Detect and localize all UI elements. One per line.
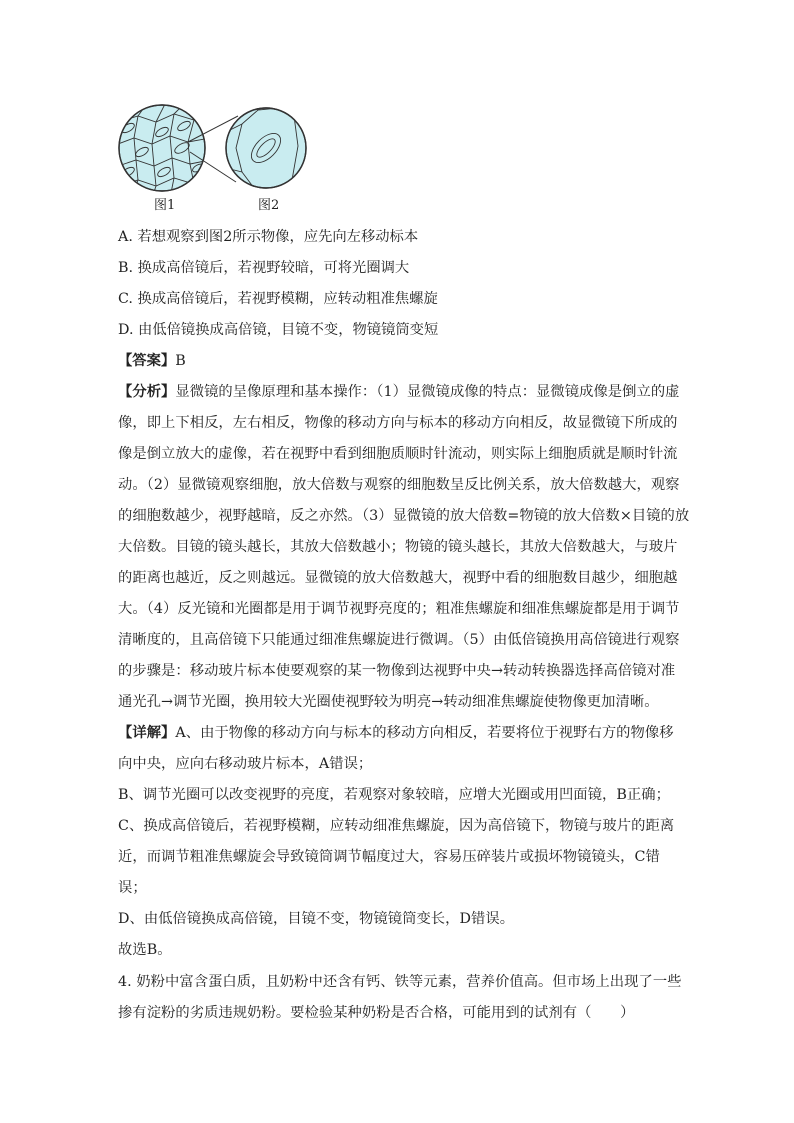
detail-line: 故选B。 — [118, 942, 172, 958]
analysis-line: 像，即上下相反，左右相反，物像的移动方向与标本的移动方向相反，故显微镜下所成的 — [118, 415, 678, 431]
question4-line: 4. 奶粉中富含蛋白质，且奶粉中还含有钙、铁等元素，营养价值高。但市场上出现了一些 — [118, 974, 682, 990]
figure1-low-power-view — [118, 102, 210, 198]
answer-tag: 【答案】 — [118, 353, 176, 369]
detail-text: A、由于物像的移动方向与标本的移动方向相反，若要将位于视野右方的物像移 — [175, 725, 674, 741]
analysis-line: 通光孔→调节光圈，换用较大光圈使视野较为明亮→转动细准焦螺旋使物像更加清晰。 — [118, 694, 659, 710]
analysis-text: 显微镜的呈像原理和基本操作：（1）显微镜成像的特点：显微镜成像是倒立的虚 — [175, 384, 680, 400]
option-c: C. 换成高倍镜后，若视野模糊，应转动粗准焦螺旋 — [118, 291, 438, 307]
analysis-line: 的步骤是：移动玻片标本使要观察的某一物像到达视野中央→转动转换器选择高倍镜对准 — [118, 663, 676, 679]
microscope-figure — [118, 102, 318, 218]
figure2-high-power-view — [226, 102, 308, 198]
detail-line: B、调节光圈可以改变视野的亮度，若观察对象较暗，应增大光圈或用凹面镜，B正确； — [118, 787, 670, 803]
answer-line — [118, 351, 186, 371]
detail-line: D、由低倍镜换成高倍镜，目镜不变，物镜镜筒变长，D错误。 — [118, 911, 515, 927]
analysis-tag: 【分析】 — [118, 384, 176, 400]
question4-line: 掺有淀粉的劣质违规奶粉。要检验某种奶粉是否合格，可能用到的试剂有（ ） — [118, 1005, 635, 1021]
analysis-line: 大。（4）反光镜和光圈都是用于调节视野亮度的；粗准焦螺旋和细准焦螺旋都是用于调节 — [118, 601, 680, 617]
analysis-line: 像是倒立放大的虚像，若在视野中看到细胞质顺时针流动，则实际上细胞质就是顺时针流 — [118, 446, 678, 462]
analysis-line — [118, 382, 678, 402]
figure2-label: 图2 — [258, 198, 280, 213]
microscope-views-illustration — [118, 102, 318, 198]
detail-tag: 【详解】 — [118, 725, 176, 741]
detail-line: C、换成高倍镜后，若视野模糊，应转动细准焦螺旋，因为高倍镜下，物镜与玻片的距离 — [118, 818, 675, 834]
analysis-line: 动。（2）显微镜观察细胞，放大倍数与观察的细胞数呈反比例关系，放大倍数越大，观察 — [118, 477, 680, 493]
option-a: A. 若想观察到图2所示物像，应先向左移动标本 — [118, 229, 419, 245]
answer-value: B — [175, 353, 186, 369]
analysis-line: 大倍数。目镜的镜头越长，其放大倍数越小；物镜的镜头越长，其放大倍数越大，与玻片 — [118, 539, 678, 555]
option-d: D. 由低倍镜换成高倍镜，目镜不变，物镜镜筒变短 — [118, 322, 439, 338]
detail-line: 误； — [118, 880, 147, 896]
analysis-line: 的细胞数越少，视野越暗，反之亦然。（3）显微镜的放大倍数=物镜的放大倍数×目镜的放 — [118, 508, 690, 524]
figure1-label: 图1 — [154, 198, 176, 213]
detail-line: 向中央，应向右移动玻片标本，A错误； — [118, 756, 373, 772]
detail-line — [118, 723, 678, 743]
detail-line: 近，而调节粗准焦螺旋会导致镜筒调节幅度过大，容易压碎装片或损坏物镜镜头，C错 — [118, 849, 660, 865]
option-b: B. 换成高倍镜后，若视野较暗，可将光圈调大 — [118, 260, 410, 276]
analysis-line: 清晰度的，且高倍镜下只能通过细准焦螺旋进行微调。（5）由低倍镜换用高倍镜进行观察 — [118, 632, 680, 648]
analysis-line: 的距离也越近，反之则越远。显微镜的放大倍数越大，视野中看的细胞数目越少，细胞越 — [118, 570, 678, 586]
